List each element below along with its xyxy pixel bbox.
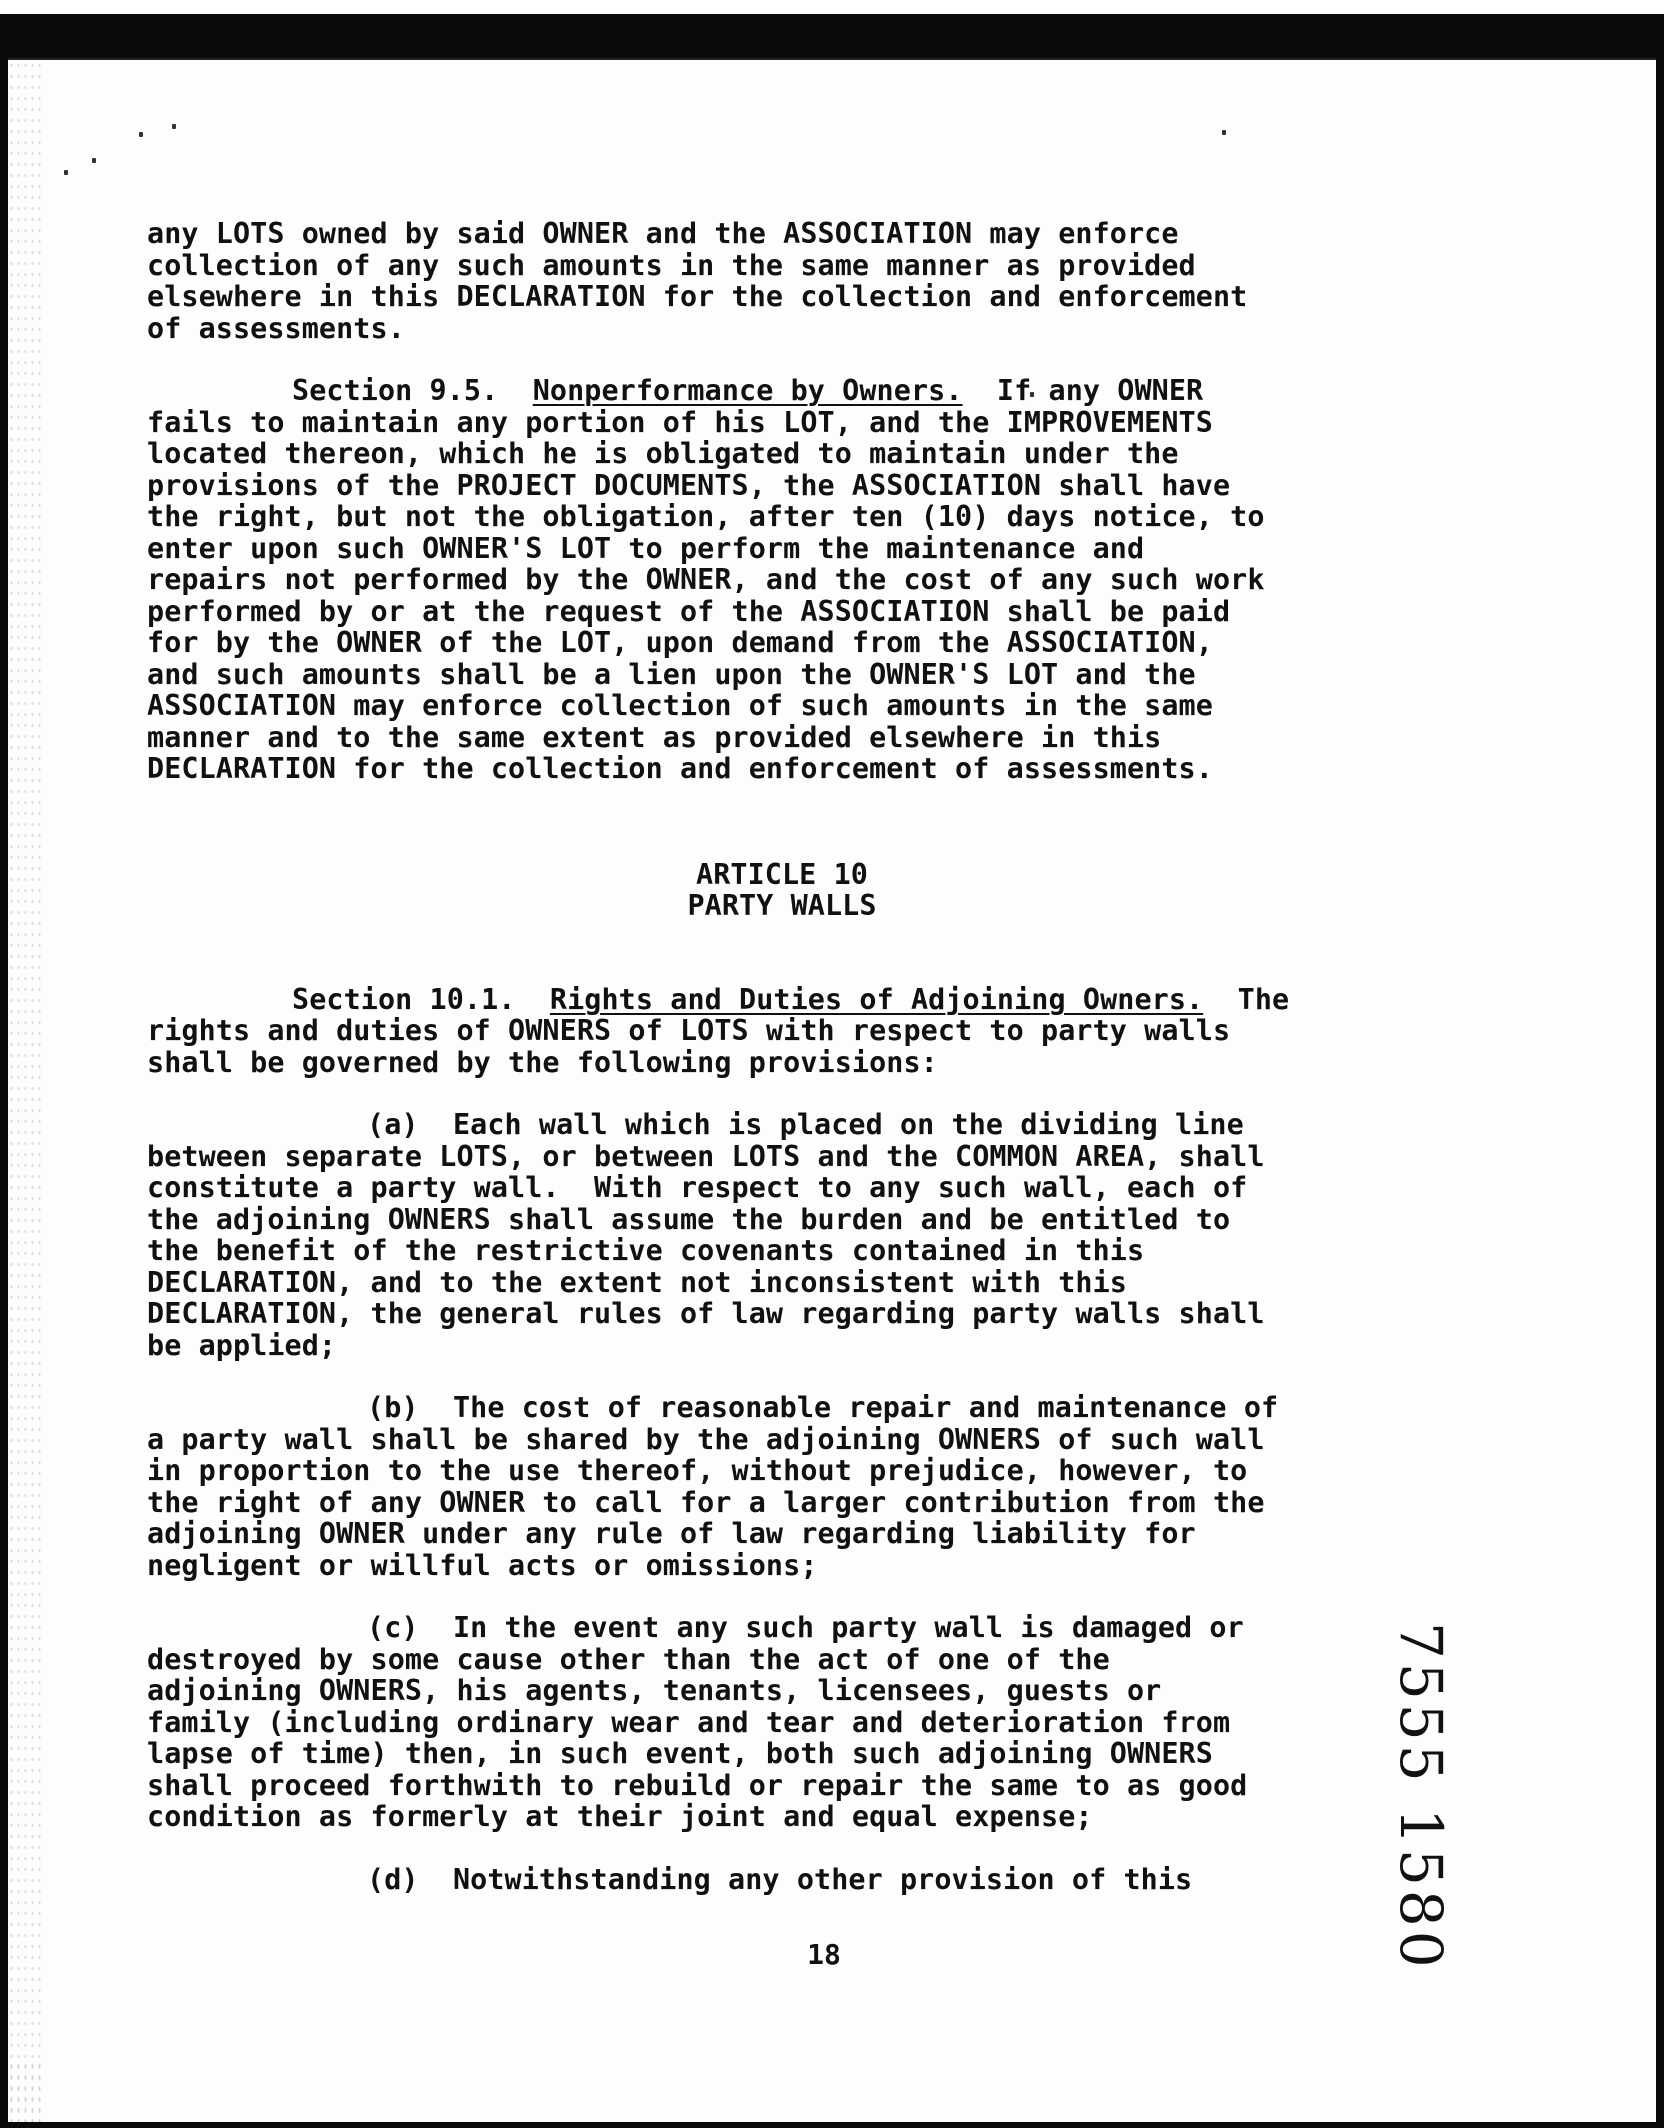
section-title: Rights and Duties of Adjoining Owners. [549, 982, 1204, 1016]
margin-stamp: 7555 1580 [1387, 1622, 1455, 1972]
text-line: the right of any OWNER to call for a larger contribution from the [147, 1485, 1265, 1519]
text-line: located thereon, which he is obligated to maintain under the [147, 437, 1179, 470]
text-line: the adjoining OWNERS shall assume the burden and be entitled to [147, 1202, 1231, 1236]
text-line: between separate LOTS, or between LOTS and the COMMON AREA, shall [147, 1139, 1265, 1173]
subsection-first-line: (c) In the event any such party wall is damaged or [367, 1611, 1244, 1644]
article-title: PARTY WALLS [687, 889, 877, 922]
subsection-first-line: (b) The cost of reasonable repair and maintenance of [367, 1391, 1279, 1424]
left-edge-noise [8, 60, 44, 2122]
text-line: of assessments. [147, 311, 405, 345]
text-line: fails to maintain any portion of his LOT, and the IMPROVEMENTS [147, 405, 1213, 439]
text-line: destroyed by some cause other than the act of one of the [147, 1642, 1110, 1676]
text-line: negligent or willful acts or omissions; [147, 1548, 818, 1582]
scan-speck [92, 158, 96, 163]
text-line: the right, but not the obligation, after ten (10) days notice, to [147, 500, 1265, 533]
text-line: manner and to the same extent as provided elsewhere in this [147, 720, 1162, 754]
scan-speck [139, 132, 143, 137]
section-heading-line [147, 984, 1417, 1016]
text-line: in proportion to the use thereof, without prejudice, however, to [147, 1454, 1248, 1487]
document-body [147, 218, 1417, 1895]
text-line: any LOTS owned by said OWNER and the ASSOCIATION may enforce [147, 217, 1179, 250]
text-line: condition as formerly at their joint and equal expense; [147, 1800, 1093, 1833]
opening-paragraph [147, 218, 1417, 344]
scan-speck [1222, 130, 1226, 135]
text-line: shall be governed by the following provisions: [147, 1045, 938, 1079]
text-line: elsewhere in this DECLARATION for the collection and enforcement [147, 280, 1248, 313]
text-line: shall proceed forthwith to rebuild or repair the same to as good [147, 1768, 1248, 1802]
text-line: performed by or at the request of the ASSOCIATION shall be paid [147, 594, 1231, 628]
text-line: DECLARATION, and to the extent not inconsistent with this [147, 1265, 1127, 1299]
subsection-d [147, 1864, 1417, 1896]
text-line: adjoining OWNERS, his agents, tenants, licensees, guests or [147, 1674, 1162, 1707]
text-line: for by the OWNER of the LOT, upon demand from the ASSOCIATION, [147, 626, 1213, 659]
text-line: provisions of the PROJECT DOCUMENTS, the ASSOCIATION shall have [147, 468, 1231, 502]
scan-top-strip [0, 0, 1664, 14]
text-line: family (including ordinary wear and tear and deterioration from [147, 1705, 1231, 1739]
text-line: constitute a party wall. With respect to any such wall, each of [147, 1171, 1248, 1204]
article-number: ARTICLE 10 [696, 857, 868, 891]
section-heading-line [147, 375, 1417, 407]
text-line: the benefit of the restrictive covenants contained in this [147, 1234, 1145, 1267]
subsection-b [147, 1392, 1417, 1581]
text-line: lapse of time) then, in such event, both such adjoining OWNERS [147, 1737, 1213, 1770]
article-heading [147, 859, 1417, 922]
subsection-first-line: (a) Each wall which is placed on the dividing line [367, 1108, 1244, 1141]
scan-speck [172, 124, 176, 129]
text-line: ASSOCIATION may enforce collection of such amounts in the same [147, 689, 1213, 722]
section-text: The [1237, 982, 1290, 1016]
text-line: adjoining OWNER under any rule of law regarding liability for [147, 1517, 1196, 1550]
subsection-a [147, 1109, 1417, 1361]
section-text: If any OWNER [996, 374, 1204, 407]
text-line: collection of any such amounts in the same manner as provided [147, 248, 1196, 282]
text-line: DECLARATION for the collection and enforcement of assessments. [147, 752, 1213, 785]
subsection-c [147, 1612, 1417, 1833]
subsection-first-line: (d) Notwithstanding any other provision of this [367, 1862, 1193, 1896]
bottom-left-noise [8, 2060, 44, 2122]
section-label: Section 9.5. [292, 374, 499, 407]
text-line: enter upon such OWNER'S LOT to perform the maintenance and [147, 531, 1145, 565]
text-line: DECLARATION, the general rules of law regarding party walls shall [147, 1297, 1265, 1330]
section-9-5 [147, 375, 1417, 785]
text-line: repairs not performed by the OWNER, and the cost of any such work [147, 563, 1265, 596]
section-10-1 [147, 984, 1417, 1079]
text-line: a party wall shall be shared by the adjoining OWNERS of such wall [147, 1422, 1265, 1456]
text-line: rights and duties of OWNERS of LOTS with respect to party walls [147, 1014, 1231, 1047]
text-line: be applied; [147, 1328, 337, 1362]
scan-speck [64, 170, 68, 175]
page-number: 18 [807, 1938, 841, 1971]
text-line: and such amounts shall be a lien upon the OWNER'S LOT and the [147, 657, 1196, 691]
section-title: Nonperformance by Owners. [532, 374, 963, 407]
section-label: Section 10.1. [292, 982, 516, 1016]
